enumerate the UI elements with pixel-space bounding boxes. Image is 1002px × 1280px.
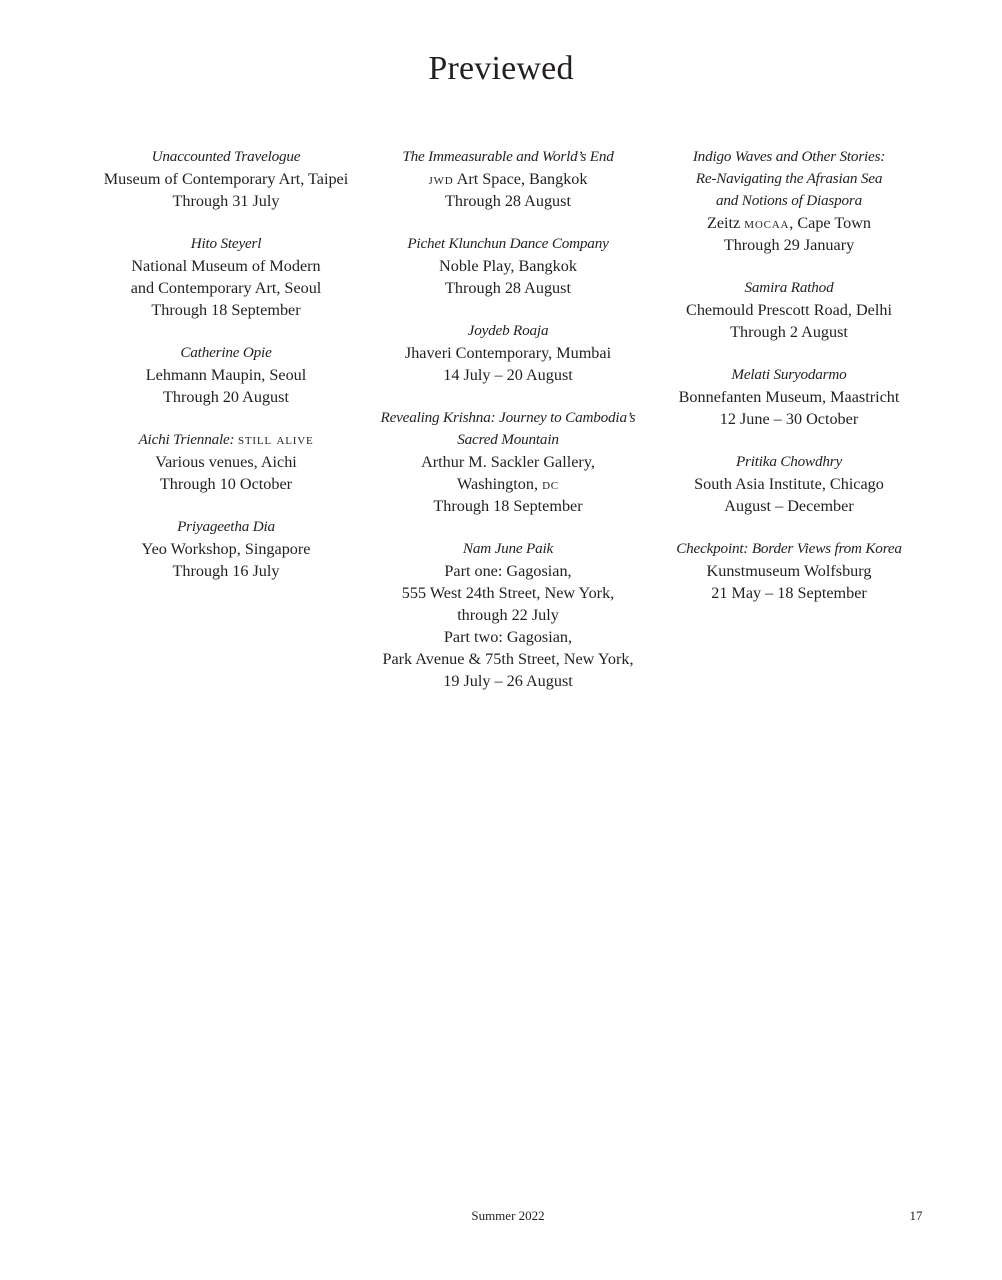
exhibition-venue bbox=[377, 473, 639, 495]
venue-main: Zeitz bbox=[706, 214, 745, 232]
venue-rest: , Cape Town bbox=[789, 214, 871, 232]
exhibition-venue: Park Avenue & 75th Street, New York, bbox=[382, 650, 634, 668]
listing-column-2 bbox=[377, 146, 639, 713]
exhibition-venue: Lehmann Maupin, Seoul bbox=[145, 366, 307, 384]
exhibition-venue: and Contemporary Art, Seoul bbox=[130, 279, 322, 297]
exhibition-venue: Noble Play, Bangkok bbox=[439, 257, 577, 275]
exhibition-venue: Jhaveri Contemporary, Mumbai bbox=[404, 344, 612, 362]
exhibition-venue: National Museum of Modern bbox=[131, 257, 321, 275]
venue-smallcaps: mocaa bbox=[744, 214, 790, 232]
exhibition-venue: Kunstmuseum Wolfsburg bbox=[706, 562, 872, 580]
exhibition-title-main: Aichi Triennale: bbox=[138, 431, 238, 448]
exhibition-venue: Yeo Workshop, Singapore bbox=[141, 540, 311, 558]
page-number: 17 bbox=[909, 1208, 923, 1223]
exhibition-dates: Through 2 August bbox=[730, 323, 848, 341]
exhibition-venue: Chemould Prescott Road, Delhi bbox=[686, 301, 892, 319]
exhibition-title: Checkpoint: Border Views from Korea bbox=[676, 540, 902, 557]
exhibition-title: Samira Rathod bbox=[744, 279, 834, 296]
listing-entry bbox=[664, 277, 914, 343]
exhibition-dates: 19 July – 26 August bbox=[443, 672, 573, 690]
exhibition-title: Pritika Chowdhry bbox=[735, 453, 843, 470]
listing-entry bbox=[377, 407, 639, 517]
listing-entry bbox=[377, 538, 639, 692]
exhibition-title: Hito Steyerl bbox=[190, 235, 262, 252]
listing-entry bbox=[96, 516, 356, 582]
exhibition-title: Nam June Paik bbox=[462, 540, 554, 557]
exhibition-dates: Through 31 July bbox=[172, 192, 280, 210]
listing-entry bbox=[96, 233, 356, 321]
exhibition-venue: Part two: Gagosian, bbox=[443, 628, 573, 646]
exhibition-dates: 21 May – 18 September bbox=[711, 584, 867, 602]
exhibition-title: Pichet Klunchun Dance Company bbox=[407, 235, 609, 252]
listing-entry bbox=[96, 342, 356, 408]
page-title: Previewed bbox=[428, 50, 574, 87]
exhibition-title: Melati Suryodarmo bbox=[731, 366, 847, 383]
exhibition-venue bbox=[664, 212, 914, 234]
exhibition-title: Re-Navigating the Afrasian Sea bbox=[695, 170, 883, 187]
exhibition-venue: Part one: Gagosian, bbox=[444, 562, 572, 580]
exhibition-title: Sacred Mountain bbox=[457, 431, 559, 448]
listing-entry bbox=[96, 146, 356, 212]
exhibition-dates: Through 10 October bbox=[159, 475, 293, 493]
exhibition-title: Joydeb Roaja bbox=[467, 322, 549, 339]
listing-column-1 bbox=[96, 146, 356, 603]
exhibition-title: and Notions of Diaspora bbox=[715, 192, 863, 209]
listing-entry bbox=[377, 146, 639, 212]
footer-issue: Summer 2022 bbox=[471, 1208, 545, 1223]
listing-entry bbox=[664, 451, 914, 517]
venue-rest: Art Space, Bangkok bbox=[453, 170, 588, 188]
listing-entry bbox=[664, 146, 914, 256]
exhibition-dates: Through 29 January bbox=[723, 236, 855, 254]
exhibition-dates: 14 July – 20 August bbox=[443, 366, 573, 384]
listing-entry bbox=[664, 538, 914, 604]
listing-entry bbox=[664, 364, 914, 430]
exhibition-title: Priyageetha Dia bbox=[177, 518, 275, 535]
exhibition-title: Catherine Opie bbox=[180, 344, 272, 361]
exhibition-dates: Through 18 September bbox=[433, 497, 583, 515]
exhibition-title: Indigo Waves and Other Stories: bbox=[692, 148, 886, 165]
listing-column-3 bbox=[664, 146, 914, 625]
exhibition-venue: South Asia Institute, Chicago bbox=[694, 475, 884, 493]
exhibition-venue: Arthur M. Sackler Gallery, bbox=[421, 453, 595, 471]
exhibition-venue: Various venues, Aichi bbox=[155, 453, 297, 471]
exhibition-title-smallcaps: still alive bbox=[238, 431, 314, 448]
venue-main: Washington, bbox=[457, 475, 543, 493]
exhibition-dates: Through 20 August bbox=[163, 388, 289, 406]
exhibition-dates: 12 June – 30 October bbox=[719, 410, 859, 428]
exhibition-venue bbox=[377, 168, 639, 190]
venue-smallcaps: jwd bbox=[428, 170, 454, 188]
exhibition-venue: Bonnefanten Museum, Maastricht bbox=[678, 388, 900, 406]
venue-smallcaps: dc bbox=[542, 475, 559, 493]
exhibition-venue: 555 West 24th Street, New York, bbox=[401, 584, 615, 602]
exhibition-dates: Through 28 August bbox=[445, 279, 571, 297]
exhibition-dates: Through 28 August bbox=[445, 192, 571, 210]
exhibition-dates: Through 16 July bbox=[172, 562, 280, 580]
exhibition-title: The Immeasurable and World’s End bbox=[402, 148, 614, 165]
exhibition-title: Unaccounted Travelogue bbox=[151, 148, 301, 165]
listing-entry bbox=[377, 233, 639, 299]
listing-entry bbox=[377, 320, 639, 386]
exhibition-dates: August – December bbox=[724, 497, 854, 515]
listing-entry bbox=[96, 429, 356, 495]
exhibition-title: Revealing Krishna: Journey to Cambodia’s bbox=[380, 409, 636, 426]
exhibition-dates: through 22 July bbox=[457, 606, 559, 624]
exhibition-title bbox=[96, 429, 356, 451]
exhibition-venue: Museum of Contemporary Art, Taipei bbox=[103, 170, 349, 188]
exhibition-dates: Through 18 September bbox=[151, 301, 301, 319]
